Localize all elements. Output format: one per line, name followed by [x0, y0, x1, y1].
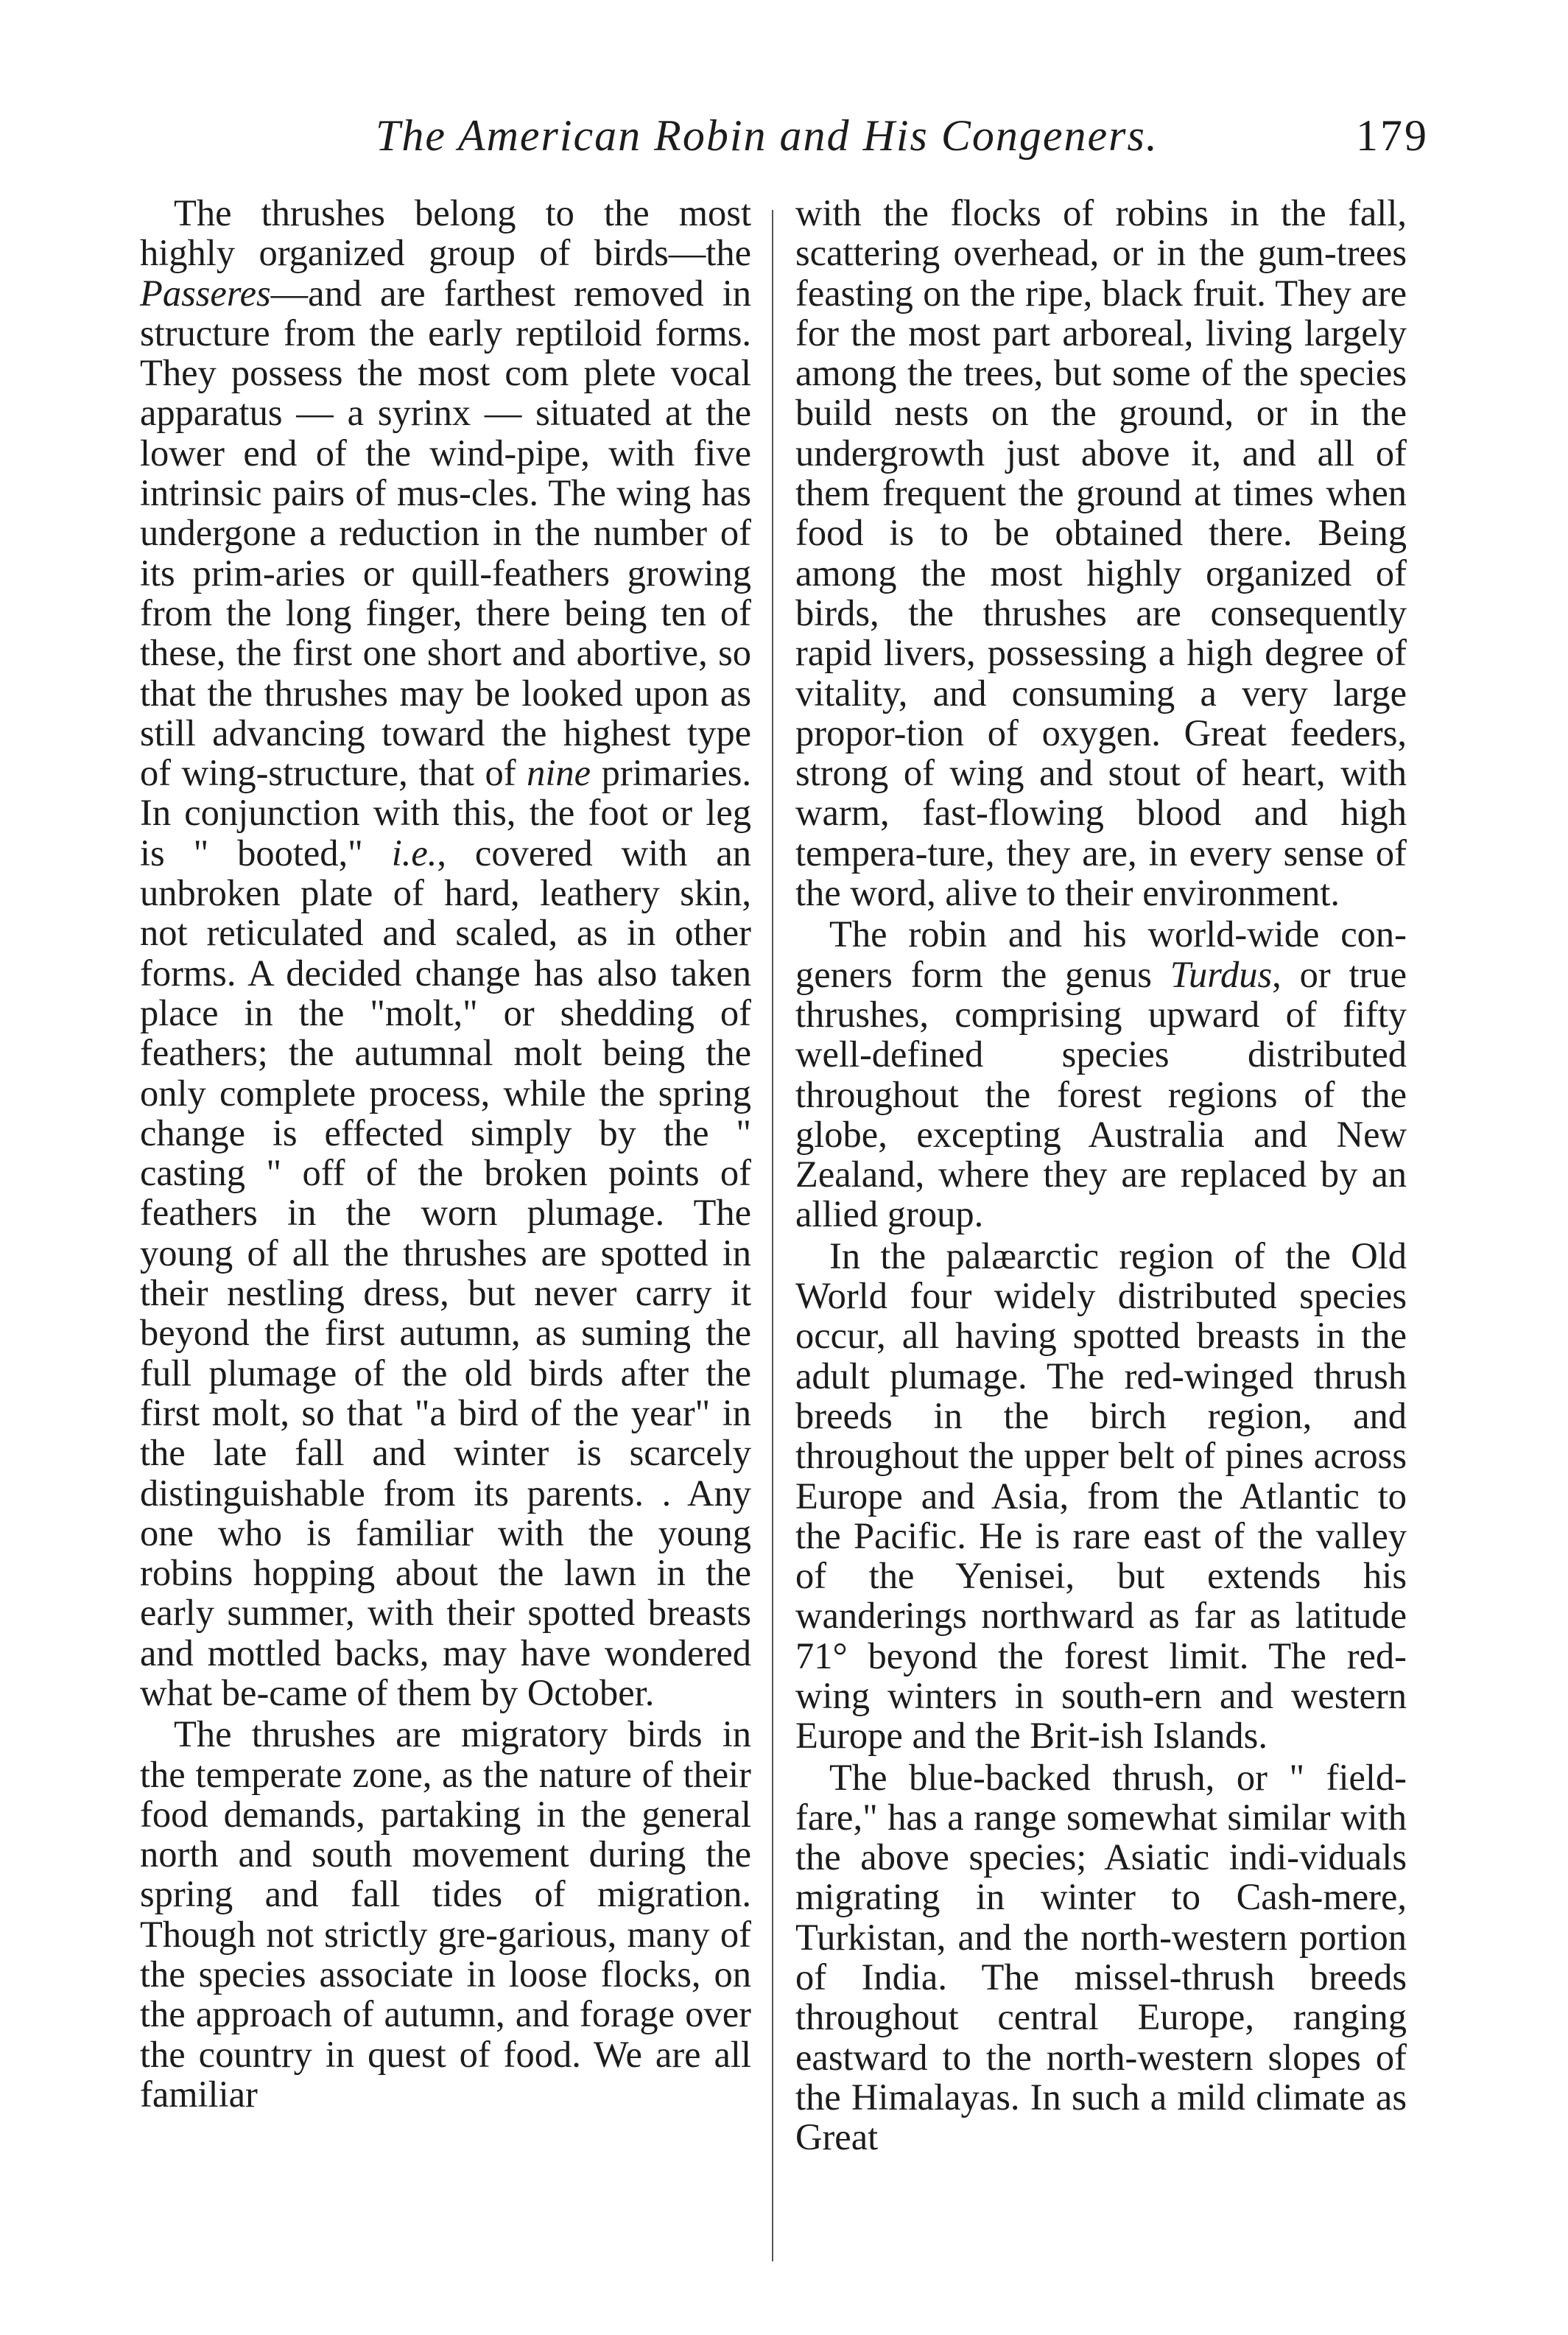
paragraph-palaearctic: In the palæarctic region of the Old World four widely distributed species occur, all having spotted breasts in the adult plumage. The red-winged thrush breeds in the birch region, and throughout the upper belt of pines across Europe and Asia, from the Atlantic to the Pacific. He is rare east of the valley of the Yenisei, but extends his wanderings northward as far as latitude 71° beyond the forest limit. The red-wing winters in south-ern and western Europe and the Brit-ish Islands. [795, 1235, 1407, 1757]
column-divider [772, 210, 773, 2261]
page-header [140, 110, 1429, 177]
left-column [140, 193, 751, 2114]
paragraph-thrush-anatomy: The thrushes belong to the most highly organized group of birds—the Passeres—and are farthest removed in structure from the early reptiloid forms. They possess the most com plete vocal apparatus — a syrinx — situated at the lower end of the wind-pipe, with five intrinsic pairs of mus-cles. The wing has undergone a reduction in the number of its prim-aries or quill-feathers growing from the long finger, there being ten of these, the first one short and abortive, so that the thrushes may be looked upon as still advancing toward the highest type of wing-structure, that of nine primaries. In conjunction with this, the foot or leg is " booted," i.e., covered with an unbroken plate of hard, leathery skin, not reticulated and scaled, as in other forms. A decided change has also taken place in the "molt," or shedding of feathers; the autumnal molt being the only complete process, while the spring change is effected simply by the " casting " off of the broken points of feathers in the worn plumage. The young of all the thrushes are spotted in their nestling dress, but never carry it beyond the first autumn, as suming the full plumage of the old birds after the first molt, so that "a bird of the year" in the late fall and winter is scarcely distinguishable from its parents. . Any one who is familiar with the young robins hopping about the lawn in the early summer, with their spotted breasts and mottled backs, may have wondered what be-came of them by October. [140, 192, 751, 1713]
paragraph-fieldfare: The blue-backed thrush, or " field-fare," has a range somewhat similar with the above species; Asiatic indi-viduals migrating in winter to Cash-mere, Turkistan, and the north-western portion of India. The missel-thrush breeds throughout central Europe, ranging eastward to the north-western slopes of the Himalayas. In such a mild climate as Great [795, 1756, 1407, 2158]
running-title: The American Robin and His Congeners. [376, 111, 1159, 160]
page-number: 179 [1356, 111, 1429, 160]
paragraph-migration: The thrushes are migratory birds in the temperate zone, as the nature of their food demands, partaking in the general north and south movement during the spring and fall tides of migration. Though not strictly gre-garious, many of the species associate in loose flocks, on the approach of autumn, and forage over the country in quest of food. We are all familiar [140, 1713, 751, 2115]
paragraph-genus-turdus: The robin and his world-wide con-geners form the genus Turdus, or true thrushes, comprising upward of fifty well-defined species distributed throughout the forest regions of the globe, excepting Australia and New Zealand, where they are replaced by an allied group. [795, 913, 1407, 1235]
paragraph-flocks-continued: with the flocks of robins in the fall, scattering overhead, or in the gum-trees feasting on the ripe, black fruit. They are for the most part arboreal, living largely among the trees, but some of the species build nests on the ground, or in the undergrowth just above it, and all of them frequent the ground at times when food is to be obtained there. Being among the most highly organized of birds, the thrushes are consequently rapid livers, possessing a high degree of vitality, and consuming a very large propor-tion of oxygen. Great feeders, strong of wing and stout of heart, with warm, fast-flowing blood and high tempera-ture, they are, in every sense of the word, alive to their environment. [795, 192, 1407, 914]
right-column [795, 193, 1407, 2157]
